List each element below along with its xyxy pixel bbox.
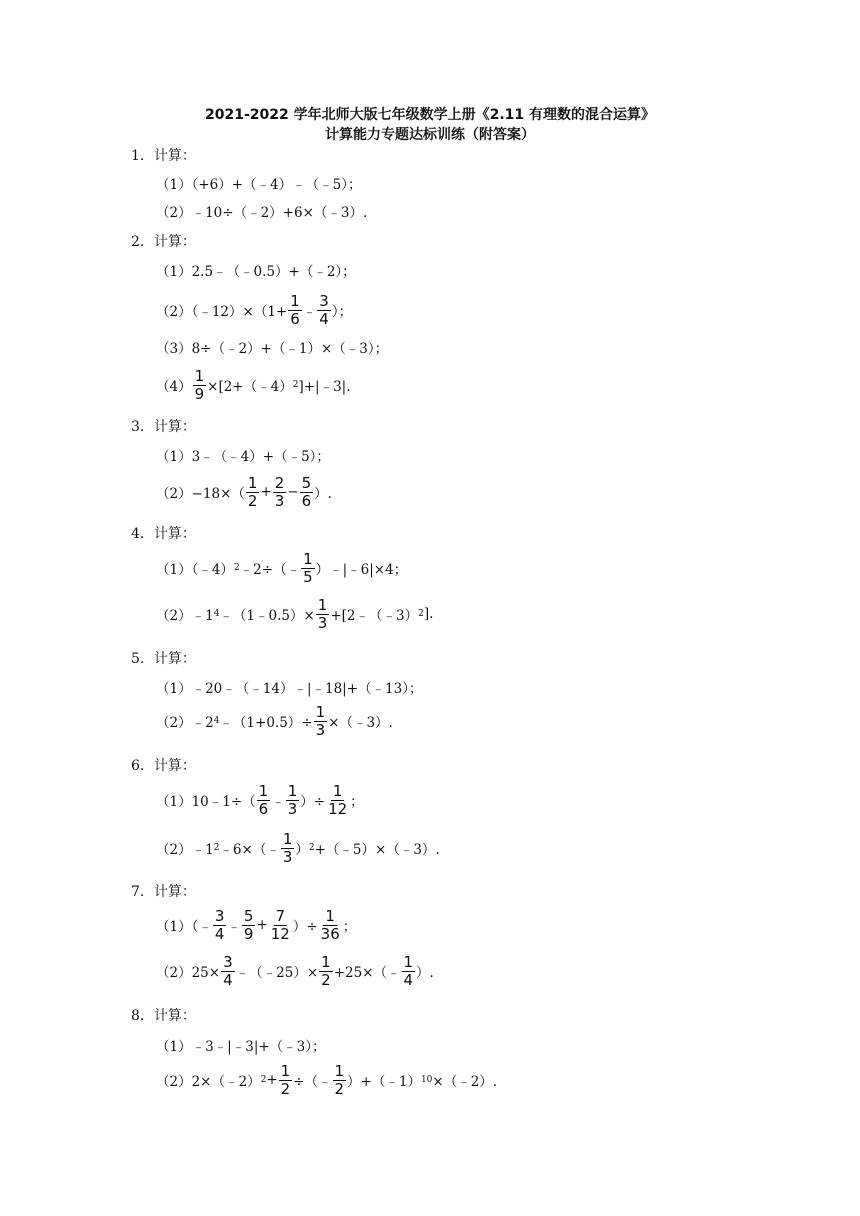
question-number: 4．计算： (131, 526, 196, 542)
fraction (257, 783, 271, 818)
expression-text: （1）﹣20﹣（﹣14）﹣|﹣18|+（﹣13）； (156, 681, 423, 697)
expression-text: + (260, 484, 272, 500)
fraction (301, 551, 315, 586)
expression-text: （4） (156, 379, 192, 395)
question-number: 5．计算： (131, 651, 196, 667)
expression-text: ）﹣|﹣6|×4； (315, 562, 408, 578)
expression-text: （2）2×（﹣2） (156, 1074, 261, 1090)
fraction (316, 597, 330, 632)
sub-question (156, 780, 364, 820)
expression-text: ×（﹣3）. (328, 715, 393, 731)
fraction-denominator: 6 (290, 309, 300, 328)
expression-text: （1）（+6）+（﹣4）﹣（﹣5）； (156, 177, 362, 193)
expression-text: （2）25× (156, 965, 221, 981)
sub-question (156, 327, 388, 367)
expression-text: ； (350, 794, 364, 810)
fraction-denominator: 6 (301, 491, 312, 510)
sub-question (156, 1025, 326, 1065)
fraction (333, 1063, 347, 1098)
fraction (314, 704, 328, 739)
expression-text: （2） (156, 486, 192, 502)
expression-text: （2）（﹣12）×（1+ (156, 304, 288, 320)
fraction-numerator: 1 (287, 781, 298, 800)
fraction-denominator: 2 (334, 1079, 345, 1098)
sub-question (156, 472, 332, 512)
expression-text: （1）（﹣4） (156, 562, 234, 578)
fraction-numerator: 1 (194, 366, 205, 385)
expression-text: （1）﹣3﹣|﹣3|+（﹣3）； (156, 1039, 326, 1055)
expression-text: （3）8÷（﹣2）+（﹣1）×（﹣3）； (156, 341, 389, 357)
question-number: 2．计算： (131, 234, 196, 250)
question-number: 8．计算： (131, 1008, 196, 1024)
fraction-numerator: 3 (223, 952, 233, 971)
expression-text: ﹣（﹣25）× (235, 965, 319, 981)
question-number: 6．计算： (131, 758, 196, 774)
expression-text: ×[2+（﹣4） (207, 379, 293, 395)
fraction (269, 908, 292, 943)
fraction-denominator: 2 (280, 1079, 291, 1098)
expression-text: （2）﹣10÷（﹣2）+6×（﹣3）. (156, 205, 368, 221)
expression-text: ﹣2÷（﹣ (239, 562, 301, 578)
fraction-denominator: 12 (270, 924, 290, 943)
fraction (246, 475, 260, 510)
fraction-denominator: 36 (320, 924, 340, 943)
fraction (319, 908, 342, 943)
expression-text: （1）（﹣ (156, 919, 212, 935)
fraction-denominator: 3 (317, 613, 328, 632)
fraction (281, 831, 295, 866)
fraction-numerator: 1 (325, 906, 335, 925)
sub-question: （2）﹣1 4 ﹣（1﹣0.5）× $\frac{1}{3}$ +[2﹣（﹣3） 2 ]. (156, 595, 434, 632)
fraction-numerator: 1 (247, 473, 258, 492)
fraction (242, 908, 256, 943)
fraction-denominator: 2 (247, 491, 258, 510)
expression-text: ） (295, 842, 309, 858)
fraction-numerator: 1 (282, 829, 293, 848)
fraction-numerator: 1 (258, 781, 269, 800)
sub-question: （1）（﹣4） 2 ﹣2÷（﹣ $\frac{1}{5}$ ）﹣|﹣6|×4； (156, 549, 408, 586)
fraction (288, 293, 302, 328)
fraction (402, 954, 416, 989)
expression-text: +（﹣5）×（﹣3）. (314, 842, 440, 858)
expression-text: ]+|﹣3|. (298, 379, 351, 395)
expression-text: ﹣ (271, 794, 285, 810)
fraction-denominator: 4 (403, 970, 414, 989)
expression-text: +25×（﹣ (333, 965, 401, 981)
expression-text: （1）10﹣1÷（ (156, 794, 256, 810)
expression-text: （1）3﹣（﹣4）+（﹣5）； (156, 449, 330, 465)
fraction-numerator: 1 (280, 1061, 291, 1080)
fraction-numerator: 1 (332, 781, 343, 800)
fraction (193, 368, 207, 403)
expression-text: （2）﹣1 (156, 842, 214, 858)
fraction-denominator: 3 (282, 847, 293, 866)
fraction (326, 783, 349, 818)
expression-text: （2）﹣2 (156, 715, 214, 731)
expression-text: −18×（ (191, 486, 245, 502)
fraction-denominator: 3 (287, 799, 298, 818)
expression-text: ）. (416, 965, 434, 981)
fraction (319, 954, 333, 989)
expression-text: ）； (331, 304, 353, 320)
expression-text: − (287, 484, 299, 500)
fraction-denominator: 9 (243, 924, 254, 943)
fraction (317, 293, 331, 328)
fraction-numerator: 1 (334, 1061, 345, 1080)
fraction-denominator: 4 (223, 970, 233, 989)
fraction-numerator: 1 (315, 702, 326, 721)
expression-text: ）+（﹣1） (347, 1074, 421, 1090)
expression-text: +[2﹣（﹣3） (330, 608, 419, 624)
fraction-denominator: 12 (328, 799, 348, 818)
fraction-denominator: 9 (194, 384, 205, 403)
fraction-numerator: 1 (317, 595, 328, 614)
fraction-numerator: 1 (303, 549, 313, 568)
expression-text: ）÷ (300, 794, 326, 810)
question-number: 7．计算： (131, 884, 196, 900)
fraction (286, 783, 300, 818)
fraction-numerator: 1 (321, 952, 331, 971)
expression-text: + (256, 917, 268, 933)
fraction-numerator: 3 (214, 906, 225, 925)
fraction (273, 475, 287, 510)
sub-question (156, 290, 352, 330)
sub-question: （4） $\frac{1}{9}$ ×[2+（﹣4） 2 ]+|﹣3|. (156, 366, 351, 403)
expression-text: ]. (423, 606, 434, 622)
expression-text: （1）2.5﹣（﹣0.5）+（﹣2）； (156, 264, 356, 280)
fraction-denominator: 3 (274, 491, 285, 510)
fraction (300, 475, 314, 510)
fraction-numerator: 1 (403, 952, 414, 971)
sub-question (156, 191, 367, 231)
expression-text: ﹣6×（﹣ (219, 842, 280, 858)
fraction-denominator: 2 (321, 970, 331, 989)
expression-text: ﹣ (227, 919, 241, 935)
sub-question (156, 951, 434, 991)
expression-text: ÷（﹣ (293, 1074, 332, 1090)
document-title-line-1: 2021-2022 学年北师大版七年级数学上册《2.11 有理数的混合运算》 (204, 107, 656, 123)
document-title-line-2: 计算能力专题达标训练（附答案） (325, 127, 535, 143)
fraction-numerator: 1 (290, 291, 300, 310)
expression-text: （2）﹣1 (156, 608, 214, 624)
question-number: 3．计算： (131, 419, 196, 435)
sub-question: （2）﹣2 4 ﹣（1+0.5）÷ $\frac{1}{3}$ ×（﹣3）. (156, 702, 393, 739)
fraction (213, 908, 227, 943)
fraction-denominator: 4 (319, 309, 329, 328)
fraction-numerator: 2 (274, 473, 285, 492)
sub-question: （2）﹣1 2 ﹣6×（﹣ $\frac{1}{3}$ ） 2 +（﹣5）×（﹣3）. (156, 829, 440, 866)
fraction-denominator: 6 (258, 799, 269, 818)
fraction (279, 1063, 293, 1098)
fraction-denominator: 4 (214, 924, 225, 943)
fraction (221, 954, 235, 989)
expression-text: + (266, 1072, 278, 1088)
expression-text: ﹣ (302, 304, 317, 320)
fraction-numerator: 5 (301, 473, 312, 492)
fraction-numerator: 5 (243, 906, 254, 925)
expression-text: ； (342, 919, 357, 935)
sub-question (156, 435, 330, 475)
expression-text: ﹣（1﹣0.5）× (219, 608, 315, 624)
expression-text: ）. (314, 486, 332, 502)
fraction-numerator: 3 (319, 291, 329, 310)
fraction-numerator: 7 (275, 906, 286, 925)
question-number: 1．计算： (131, 148, 196, 164)
expression-text: ）÷ (292, 919, 318, 935)
expression-text: ×（﹣2）. (432, 1074, 498, 1090)
expression-text: ﹣（1+0.5）÷ (219, 715, 313, 731)
sub-question (156, 250, 356, 290)
sub-question: （2）2×（﹣2） 2 + $\frac{1}{2}$ ÷（﹣ $\frac{1}{2}$ ）+（﹣1） 10 ×（﹣2）. (156, 1061, 498, 1098)
fraction-denominator: 5 (303, 567, 313, 586)
fraction-denominator: 3 (315, 720, 326, 739)
sub-question (156, 905, 356, 945)
